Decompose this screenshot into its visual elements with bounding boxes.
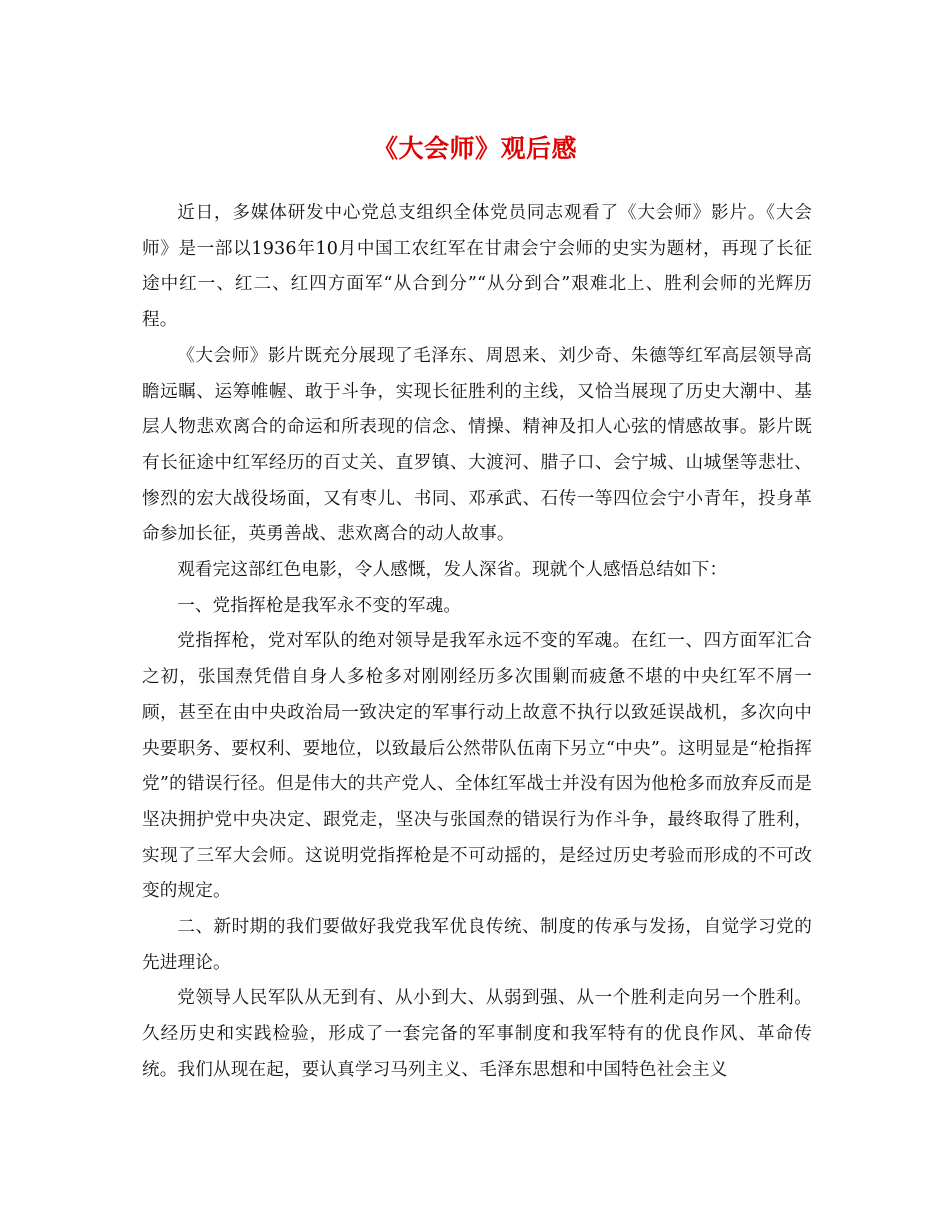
paragraph-section-2: 党领导人民军队从无到有、从小到大、从弱到强、从一个胜利走向另一个胜利。久经历史和实践检验，形成了一套完备的军事制度和我军特有的优良作风、革命传统。我们从现在起，要认真学习马列主义、毛泽东思想和中国特色社会主义 [142,988,812,1080]
paragraph-intro: 近日，多媒体研发中心党总支组织全体党员同志观看了《大会师》影片。《大会师》是一部以1936年10月中国工农红军在甘肃会宁会师的史实为题材，再现了长征途中红一、红二、红四方面军“从合到分”“从分到合”艰难北上、胜利会师的光辉历程。 [142,203,812,331]
paragraph-film-summary: 《大会师》影片既充分展现了毛泽东、周恩来、刘少奇、朱德等红军高层领导高瞻远瞩、运筹帷幄、敢于斗争，实现长征胜利的主线，又恰当展现了历史大潮中、基层人物悲欢离合的命运和所表现的信念、情操、精神及扣人心弦的情感故事。影片既有长征途中红军经历的百丈关、直罗镇、大渡河、腊子口、会宁城、山城堡等悲壮、惨烈的宏大战役场面，又有枣儿、书同、邓承武、石传一等四位会宁小青年，投身革命参加长征，英勇善战、悲欢离合的动人故事。 [142,345,812,545]
section-heading-1: 一、党指挥枪是我军永不变的军魂。 [177,595,462,616]
paragraph-reflection-lead: 观看完这部红色电影，令人感慨，发人深省。现就个人感悟总结如下： [177,560,728,581]
document-title: 《大会师》观后感 [372,134,577,163]
document-body [142,196,812,1089]
section-heading-2: 二、新时期的我们要做好我党我军优良传统、制度的传承与发扬，自觉学习党的先进理论。 [142,917,812,973]
paragraph-section-1: 党指挥枪，党对军队的绝对领导是我军永远不变的军魂。在红一、四方面军汇合之初，张国焘凭借自身人多枪多对刚刚经历多次围剿而疲惫不堪的中央红军不屑一顾，甚至在由中央政治局一致决定的军事行动上故意不执行以致延误战机，多次向中央要职务、要权利、要地位，以致最后公然带队伍南下另立“中央”。这明显是“枪指挥党”的错误行径。但是伟大的共产党人、全体红军战士并没有因为他枪多而放弃反而是坚决拥护党中央决定、跟党走，坚决与张国焘的错误行为作斗争，最终取得了胜利，实现了三军大会师。这说明党指挥枪是不可动摇的，是经过历史考验而形成的不可改变的规定。 [142,631,812,902]
